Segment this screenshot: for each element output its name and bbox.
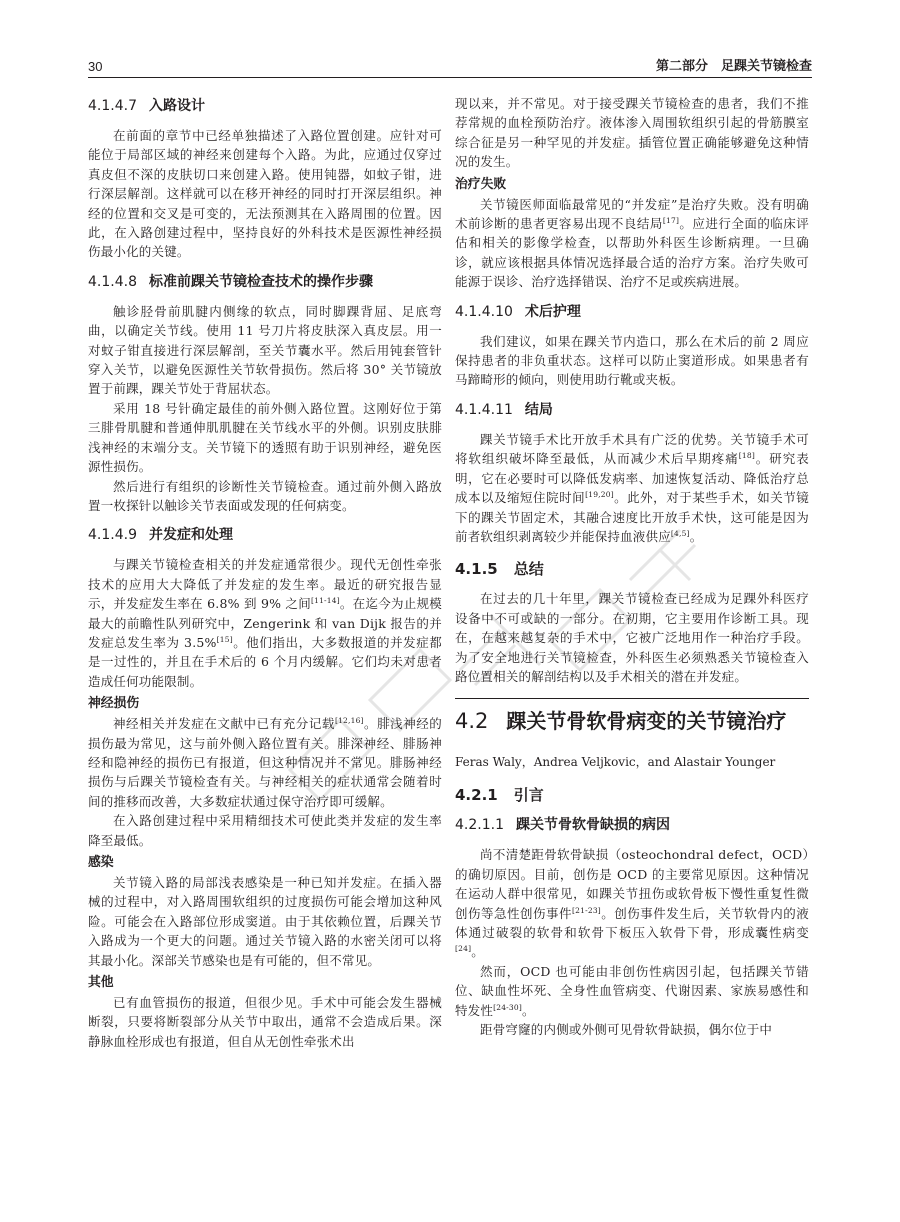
paragraph: 在入路创建过程中采用精细技术可使此类并发症的发生率降至最低。 bbox=[88, 813, 442, 848]
section-heading-4-2-1-1 bbox=[455, 815, 809, 835]
text-run: 然而，OCD 也可能由非创伤性病因引起，包括踝关节错位、缺血性坏死、全身性血管病变、代谢因素、家族易感性和特发性 bbox=[455, 963, 809, 1018]
section-heading-4-1-4-10 bbox=[455, 302, 809, 322]
page-number: 30 bbox=[88, 59, 103, 74]
section-number: 4.2.1 bbox=[455, 786, 498, 805]
section-heading-4-2-1 bbox=[455, 784, 809, 805]
section-number: 4.1.4.9 bbox=[88, 527, 137, 544]
paragraph: 然后进行有组织的诊断性关节镜检查。通过前外侧入路放置一枚探针以触诊关节表面或发现的任何病变。 bbox=[88, 478, 442, 513]
paragraph bbox=[455, 195, 809, 292]
section-heading-4-1-4-9 bbox=[88, 525, 442, 545]
paragraph: 触诊胫骨前肌腱内侧缘的软点，同时脚踝背屈、足底弯曲，以确定关节线。使用 11 号刀片将皮肤深入真皮层。用一对蚊子钳直接进行深层解剖，至关节囊水平。然后用钝套管针穿入关节，以避免医源性关节软骨损伤。然后将 30° 关节镜放置于前踝，踝关节处于背屈状态。 bbox=[88, 303, 442, 397]
part-title: 第二部分 足踝关节镜检查 bbox=[655, 58, 812, 73]
section-title: 引言 bbox=[513, 786, 544, 805]
text-run: 。 bbox=[521, 1002, 535, 1018]
section-title: 总结 bbox=[513, 560, 544, 579]
subheading-other: 其他 bbox=[88, 975, 114, 991]
section-heading-4-1-4-7 bbox=[88, 96, 442, 116]
text-run: 。腓浅神经的损伤最为常见，这与前外侧入路位置有关。腓深神经、腓肠神经和隐神经的损伤已有报道，但这种情况并不常见。腓肠神经损伤与后踝关节镜检查有关。与神经相关的症状通常会随着时间的推移而改善，大多数症状通过保守治疗即可缓解。 bbox=[88, 716, 442, 809]
citation: [4,5] bbox=[670, 528, 690, 538]
left-column bbox=[88, 94, 442, 1051]
paragraph: 在前面的章节中已经单独描述了入路位置创建。应针对可能位于局部区域的神经来创建每个入路。为此，应通过仅穿过真皮但不深的皮肤切口来创建入路。使用钝器，如蚊子钳，进行深层解剖。这样就可以在移开神经的同时打开深层组织。神经的位置和交叉是可变的，无法预测其在入路周围的位置。因此，在入路创建过程中，坚持良好的外科技术是医源性神经损伤最小化的关键。 bbox=[88, 128, 442, 260]
citation: [17] bbox=[662, 216, 680, 226]
text-run: 。研究表明，它在必要时可以降低发病率、加速恢复活动、降低治疗总成本以及缩短住院时间 bbox=[455, 451, 809, 506]
text-run: 神经相关并发症在文献中已有充分记载 bbox=[113, 716, 335, 732]
text-run: 尚不清楚距骨软骨缺损（osteochondral defect，OCD）的确切原因。目前，创伤是 OCD 的主要常见原因。这种情况在运动人群中很常见，如踝关节扭伤或软骨板下慢性重复性微创伤等急性创伤事件 bbox=[455, 847, 809, 921]
paragraph: 采用 18 号针确定最佳的前外侧入路位置。这刚好位于第三腓骨肌腱和普通伸肌肌腱在关节线水平的外侧。识别皮肤腓浅神经的末端分支。关节镜下的透照有助于识别神经，避免医源性损伤。 bbox=[88, 400, 442, 475]
paragraph bbox=[88, 714, 442, 811]
section-title: 标准前踝关节镜检查技术的操作步骤 bbox=[148, 273, 373, 290]
chapter-rule bbox=[455, 698, 809, 699]
citation: [15] bbox=[216, 634, 233, 644]
paragraph: 已有血管损伤的报道，但很少见。手术中可能会发生器械断裂，只要将断裂部分从关节中取出，通常不会造成后果。深静脉血栓形成也有报道，但自从无创性牵张术出 bbox=[88, 995, 442, 1049]
paragraph bbox=[455, 962, 809, 1020]
section-title: 结局 bbox=[524, 401, 553, 418]
section-title: 入路设计 bbox=[148, 98, 205, 114]
section-heading-4-1-4-11 bbox=[455, 400, 809, 420]
citation: [19,20] bbox=[585, 490, 614, 500]
chapter-title: 踝关节骨软骨病变的关节镜治疗 bbox=[506, 709, 787, 734]
paragraph: 在过去的几十年里，踝关节镜检查已经成为足踝外科医疗设备中不可或缺的一部分。在初期，它主要用作诊断工具。现在，在越来越复杂的手术中，它被广泛地用作一种治疗手段。为了安全地进行关节镜检查，外科医生必须熟悉关节镜检查入路位置相关的解剖结构以及手术相关的潜在并发症。 bbox=[455, 591, 809, 684]
text-run: 。此外，对于某些手术，如关节镜下的踝关节固定术，其融合速度比开放手术快，这可能是因为前者软组织剥离较少并能保持血液供应 bbox=[455, 490, 809, 544]
paragraph-continued: 现以来，并不常见。对于接受踝关节镜检查的患者，我们不推荐常规的血栓预防治疗。液体渗入周围软组织引起的骨筋膜室综合征是另一种罕见的并发症。插管位置正确能够避免这种情况的发生。 bbox=[455, 96, 809, 170]
text-run: 。他们指出，大多数报道的并发症都是一过性的，并且在手术后的 6 个月内缓解。它们均未对患者造成任何功能限制。 bbox=[88, 634, 442, 689]
chapter-heading-4-2 bbox=[455, 707, 809, 735]
section-number: 4.1.4.8 bbox=[88, 273, 137, 290]
citation: [21-23] bbox=[572, 905, 601, 915]
text-run: 踝关节镜手术比开放手术具有广泛的优势。关节镜手术可将软组织破坏降至最低，从而减少术后早期疼痛 bbox=[455, 431, 809, 467]
right-column bbox=[455, 94, 809, 1039]
citation: [12,16] bbox=[334, 716, 364, 726]
paragraph bbox=[88, 555, 442, 691]
citation: [11-14] bbox=[310, 596, 340, 606]
citation: [24-30] bbox=[493, 1002, 522, 1012]
section-number: 4.1.4.11 bbox=[455, 401, 513, 418]
section-title: 术后护理 bbox=[524, 303, 581, 320]
text-run: 。 bbox=[471, 944, 484, 960]
section-number: 4.1.5 bbox=[455, 560, 498, 579]
chapter-number: 4.2 bbox=[455, 709, 489, 734]
paragraph: 关节镜入路的局部浅表感染是一种已知并发症。在插入器械的过程中，对入路周围软组织的过度损伤可能会增加这种风险。可能会在入路部位形成窦道。由于其依赖位置，后踝关节入路成为一个更大的问题。通过关节镜入路的水密关闭可以将其最小化。深部关节感染也是有可能的，但不常见。 bbox=[88, 875, 442, 968]
section-title: 踝关节骨软骨缺损的病因 bbox=[515, 817, 670, 834]
citation: [18] bbox=[738, 451, 755, 461]
section-number: 4.2.1.1 bbox=[455, 817, 504, 834]
text-run: 。创伤事件发生后，关节软骨内的液体通过破裂的软骨和软骨下板压入软骨下骨，形成囊性病变 bbox=[455, 905, 809, 940]
paragraph bbox=[455, 845, 809, 961]
paragraph: 距骨穹窿的内侧或外侧可见骨软骨缺损，偶尔位于中 bbox=[480, 1022, 773, 1037]
section-heading-4-1-4-8 bbox=[88, 272, 442, 292]
paragraph bbox=[455, 430, 809, 546]
section-number: 4.1.4.10 bbox=[455, 303, 513, 320]
authors: Feras Waly，Andrea Veljkovic，and Alastair Younger bbox=[455, 755, 776, 770]
text-run: 。在迄今为止规模最大的前瞻性队列研究中，Zengerink 和 van Dijk 报告的并发症总发生率为 3.5% bbox=[88, 596, 442, 650]
text-run: 与踝关节镜检查相关的并发症通常很少。现代无创性牵张技术的应用大大降低了并发症的发生率。最近的研究报告显示，并发症发生率在 6.8% 到 9% 之间 bbox=[88, 557, 442, 612]
header-rule bbox=[88, 77, 812, 78]
subheading-treatment-failure: 治疗失败 bbox=[455, 176, 507, 192]
section-heading-4-1-5 bbox=[455, 558, 809, 579]
subheading-nerve-injury: 神经损伤 bbox=[88, 696, 140, 712]
subheading-infection: 感染 bbox=[88, 855, 114, 870]
running-header bbox=[88, 52, 812, 74]
section-title: 并发症和处理 bbox=[148, 527, 233, 544]
section-number: 4.1.4.7 bbox=[88, 98, 137, 114]
text-run: 。 bbox=[689, 528, 703, 544]
text-run: 关节镜医师面临最常见的“并发症”是治疗失败。没有明确术前诊断的患者更容易出现不良结局 bbox=[455, 196, 809, 232]
citation: [24] bbox=[455, 944, 472, 954]
text-run: 。应进行全面的临床评估和相关的影像学检查，以帮助外科医生诊断病理。一旦确诊，就应该根据具体情况选择最合适的治疗方案。治疗失败可能源于误诊、治疗选择错误、治疗不足或疾病进展。 bbox=[455, 216, 809, 290]
paragraph: 我们建议，如果在踝关节内造口，那么在术后的前 2 周应保持患者的非负重状态。这样可以防止窦道形成。如果患者有马蹄畸形的倾向，则使用助行靴或夹板。 bbox=[455, 333, 809, 388]
